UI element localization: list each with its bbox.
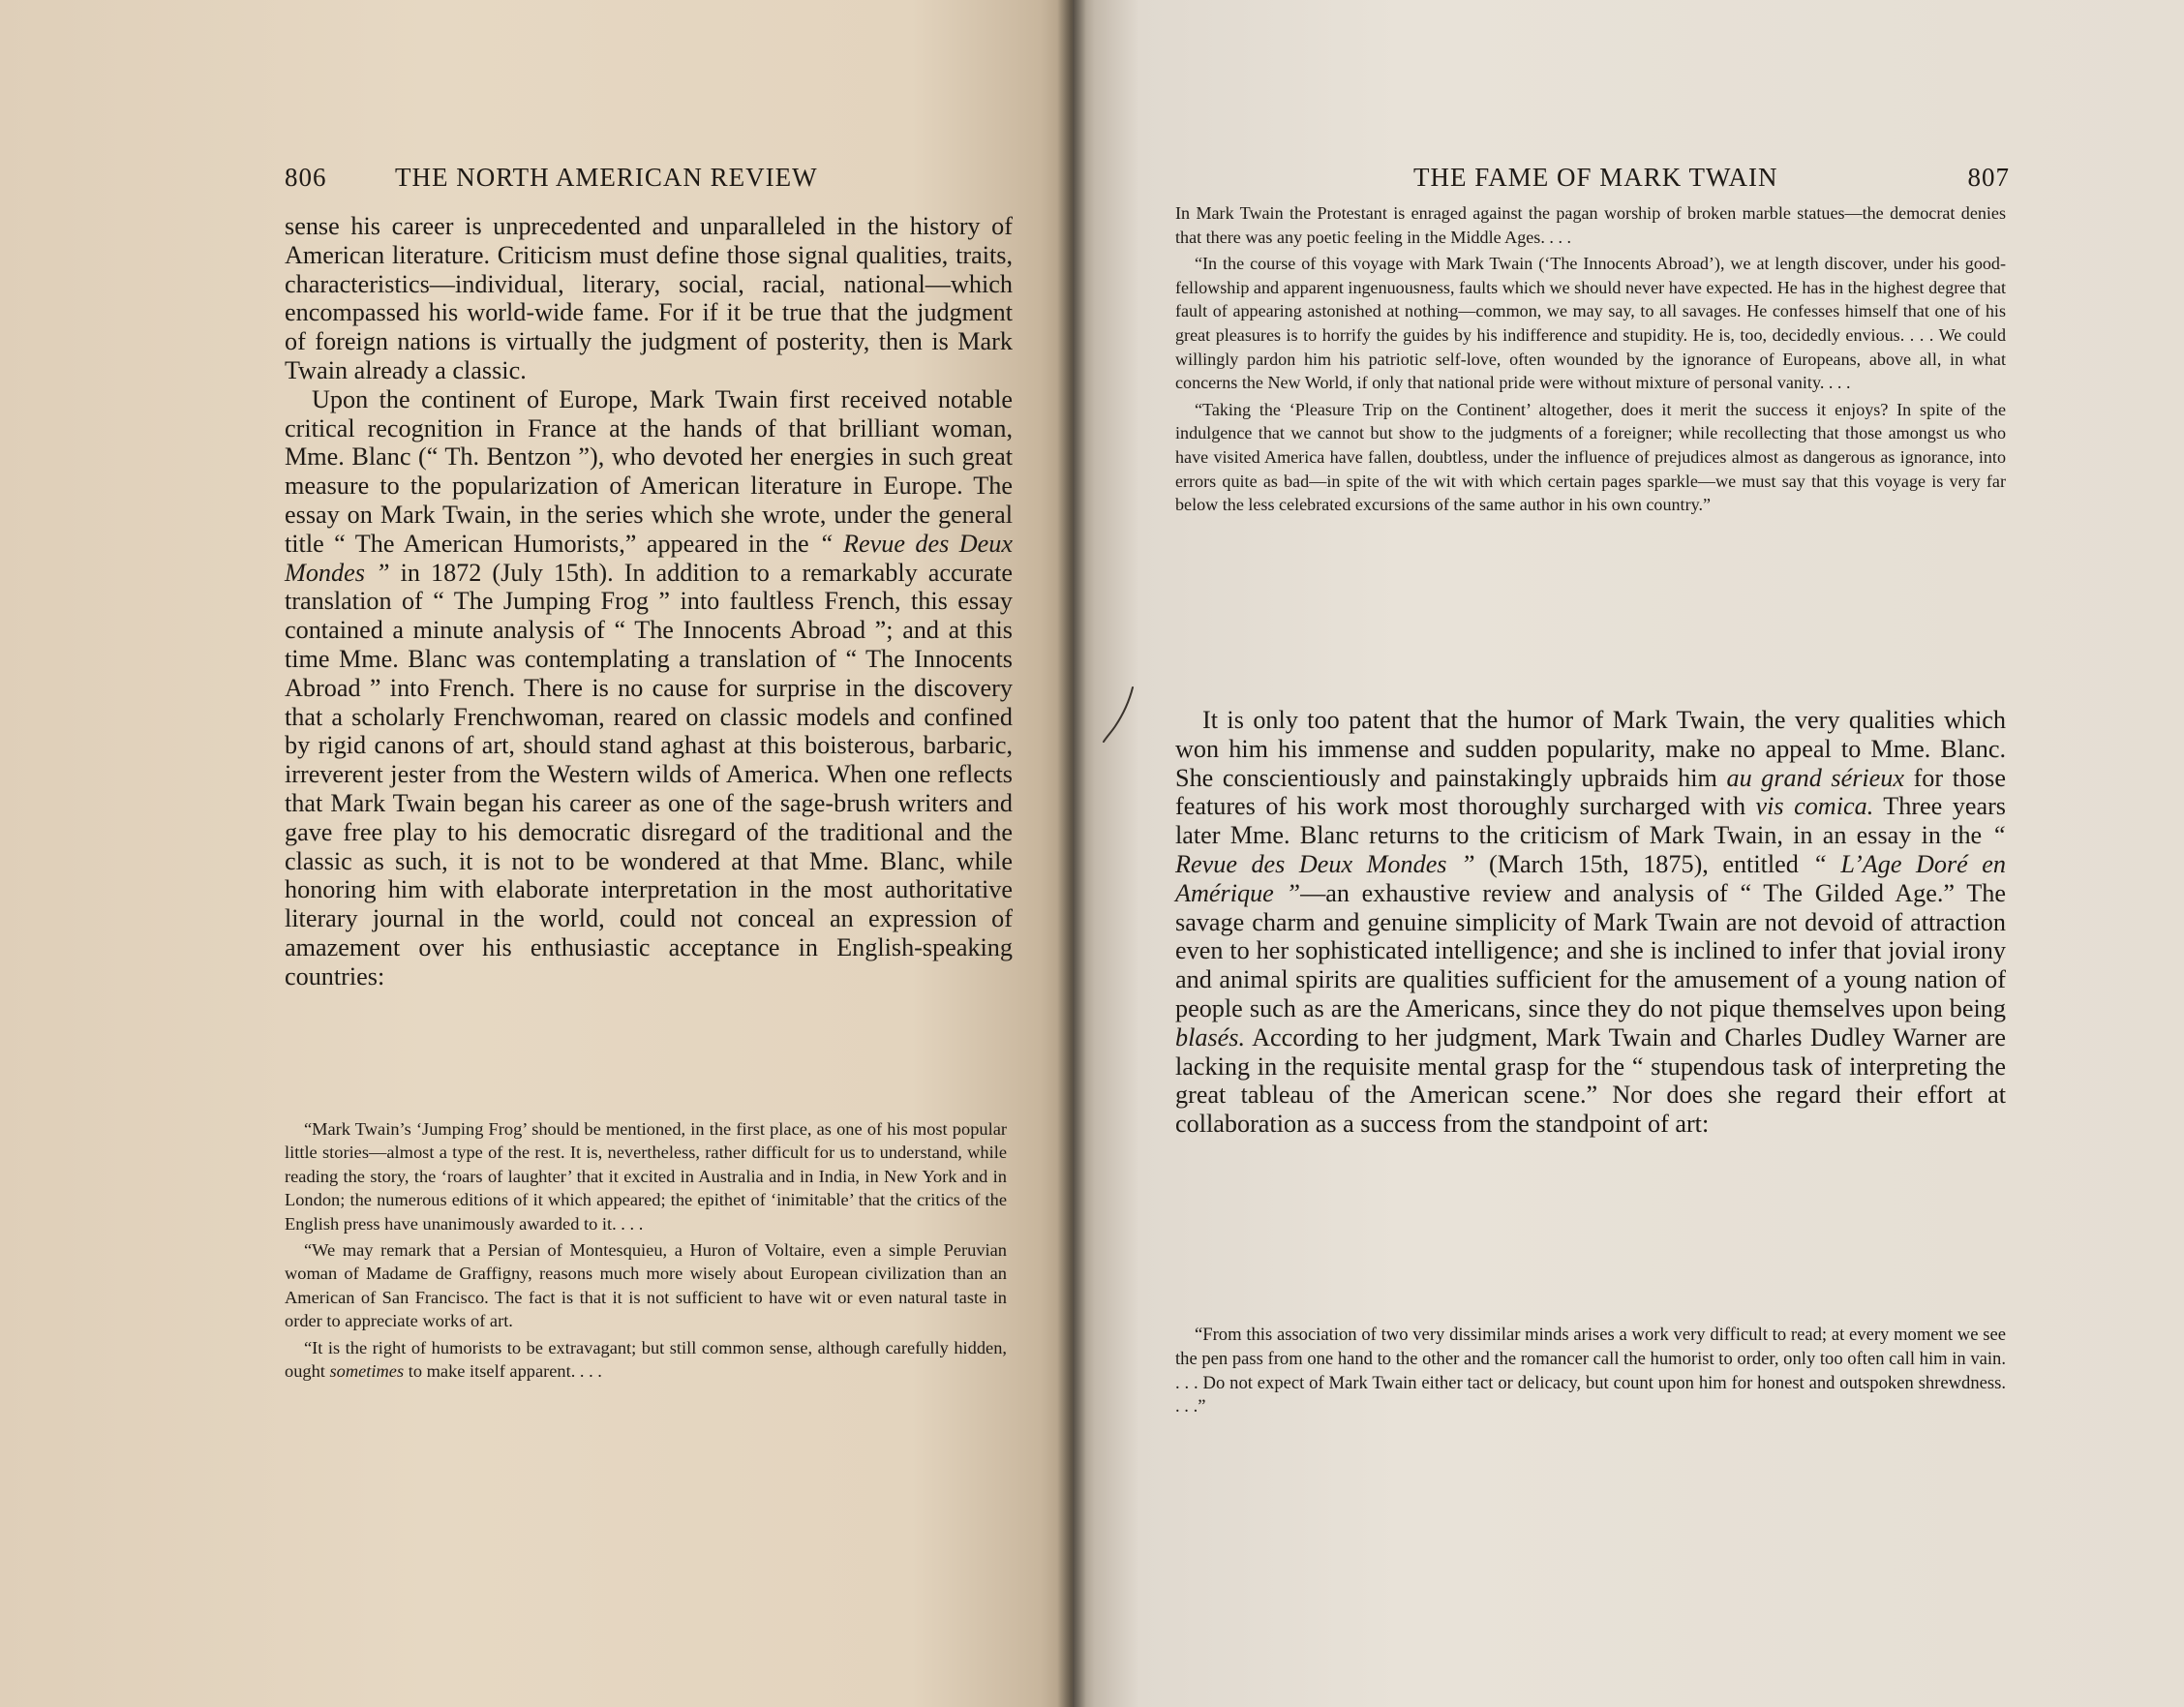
quote-paragraph: “Mark Twain’s ‘Jumping Frog’ should be mentioned, in the first place, as one of his most popular little stories—almost a type of the rest. It is, nevertheless, rather difficult for us to understand, while reading the story, the ‘roars of laughter’ that it excited in Australia and in India, in New York and in London; the numerous editions of it which appeared; the epithet of ‘inimitable’ that the critics of the English press have unanimously awarded to it. . . . — [285, 1119, 1007, 1234]
left-page — [0, 0, 1073, 1707]
right-page — [1073, 0, 2184, 1707]
quote-paragraph: “From this association of two very dissimilar minds arises a work very difficult to read; at every moment we see the pen pass from one hand to the other and the romancer call the humorist to order, only too often call him in vain. . . . Do not expect of Mark Twain either tact or delicacy, but count upon him for honest and outspoken shrewdness. . . .” — [1175, 1325, 2006, 1417]
pencil-mark — [1100, 686, 1138, 744]
text-run: Three years later Mme. Blanc returns to the criticism of Mark Twain, in an essay in the — [1175, 792, 2006, 850]
quote-paragraph: “In the course of this voyage with Mark Twain (‘The Innocents Abroad’), we at length discover, under his good-fellowship and apparent ingenuousness, faults which we should never have expected. He has in the highest degree that fault of appearing astonished at nothing—common, we may say, to all savages. He confesses himself that one of his great pleasures is to horrify the guides by his indifference and stupidity. He is, too, decidedly envious. . . . We could willingly pardon him his patriotic self-love, often wounded by the ignorance of Europeans, above all, in what concerns the New World, if only that national pride were without mixture of personal vanity. . . . — [1175, 254, 2006, 393]
right-top-quote — [1175, 201, 2006, 520]
italic-phrase: vis comica. — [1755, 792, 1874, 821]
paragraph — [1175, 706, 2006, 1139]
text-run: “It is the right of humorists to be extravagant; but still common sense, although carefully hidden, ought — [285, 1337, 1007, 1382]
running-title: THE NORTH AMERICAN REVIEW — [395, 163, 818, 192]
italic-word: sometimes — [329, 1361, 405, 1382]
text-run: in 1872 (July 15th). In addition to a remarkably accurate translation of “ The Jumping Frog ” into faultless French, this essay contained a minute analysis of “ The Innocents Abroad ”; and at this time Mme. Blanc was contemplating a translation of “ The Innocents Abroad ” into French. There is no cause for surprise in the discovery that a scholarly Frenchwoman, reared on classic models and confined by rigid canons of art, should stand aghast at this boisterous, barbaric, irreverent jester from the Western wilds of America. When one reflects that Mark Twain began his career as one of the sage-brush writers and gave free play to his democratic disregard of the traditional and the classic as such, it is not to be wondered at that Mme. Blanc, while honoring him with elaborate interpretation in the most authoritative literary journal in the world, could not conceal an expression of amazement over his enthusiastic acceptance in English-speaking countries: — [285, 558, 1013, 991]
page-number: 807 — [1967, 163, 2010, 192]
text-run: Upon the continent of Europe, Mark Twain first received notable critical recognition in France at the hands of that brilliant woman, Mme. Blanc (“ Th. Bentzon ”), who devoted her energies in such great measure to the popularization of American literature in Europe. The essay on Mark Twain, in the series which she wrote, under the general title “ The American Humorists,” appeared in the — [285, 384, 1013, 558]
text-run: According to her judgment, Mark Twain and Charles Dudley Warner are lacking in the requisite mental grasp for the “ stupendous task of interpreting the great tableau of the American scene.” Nor does she regard their effort at collaboration as a success from the standpoint of art: — [1175, 1022, 2006, 1139]
text-run: for those features of his work most thoroughly surcharged with — [1175, 763, 2006, 821]
italic-title: “ L’Age Doré en Amérique ” — [1175, 849, 2006, 907]
italic-phrase: au grand sérieux — [1726, 763, 1905, 792]
running-title: THE FAME OF MARK TWAIN — [1413, 163, 1778, 192]
text-run: to make itself apparent. . . . — [404, 1361, 602, 1382]
page-number: 806 — [285, 163, 327, 192]
book-gutter — [1057, 0, 1086, 1707]
right-bottom-quote — [1175, 1324, 2006, 1422]
right-body-text — [1175, 706, 2006, 1139]
paragraph: sense his career is unprecedented and unparalleled in the history of American literature. Criticism must define those signal qualities, traits, characteristics—individual, literary, social, racial, national—which encompassed his world-wide fame. For if it be true that the judgment of foreign nations is virtually the judgment of posterity, then is Mark Twain already a classic. — [285, 212, 1013, 384]
left-block-quote — [285, 1117, 1007, 1386]
quote-paragraph: “Taking the ‘Pleasure Trip on the Continent’ altogether, does it merit the success it enjoys? In spite of the indulgence that we cannot but show to the judgments of a foreigner; while recollecting that those amongst us who have visited America have fallen, doubtless, under the influence of prejudices almost as dangerous as ignorance, into errors quite as bad—in spite of the wit with which certain pages sparkle—we must say that this voyage is very far below the less celebrated excursions of the same author in his own country.” — [1175, 399, 2006, 515]
quote-paragraph: In Mark Twain the Protestant is enraged against the pagan worship of broken marble statues—the democrat denies that there was any poetic feeling in the Middle Ages. . . . — [1175, 203, 2006, 247]
text-run: It is only too patent that the humor of Mark Twain, the very qualities which won him his immense and sudden popularity, make no appeal to Mme. Blanc. She conscientiously and painstakingly upbraids him — [1175, 706, 2006, 792]
text-run: (March 15th, 1875), entitled — [1474, 849, 1813, 878]
paragraph — [285, 385, 1013, 991]
italic-word: blasés. — [1175, 1022, 1246, 1052]
italic-title: “ Revue des Deux Mondes ” — [285, 529, 1013, 587]
quote-paragraph: “We may remark that a Persian of Montesquieu, a Huron of Voltaire, even a simple Peruvian woman of Madame de Graffigny, reasons much more wisely about European civilization than an American of San Francisco. The fact is that it is not sufficient to have wit or even natural taste in order to appreciate works of art. — [285, 1240, 1007, 1331]
text-run: —an exhaustive review and analysis of “ The Gilded Age.” The savage charm and genuine simplicity of Mark Twain are not devoid of attraction even to her sophisticated intelligence; and she is inclined to infer that jovial irony and animal spirits are qualities sufficient for the amusement of a young nation of people such as are the Americans, since they do not pique themselves upon being — [1175, 878, 2006, 1022]
quote-paragraph — [285, 1336, 1007, 1384]
italic-title: “ Revue des Deux Mondes ” — [1175, 821, 2006, 878]
left-body-text — [285, 212, 1013, 991]
